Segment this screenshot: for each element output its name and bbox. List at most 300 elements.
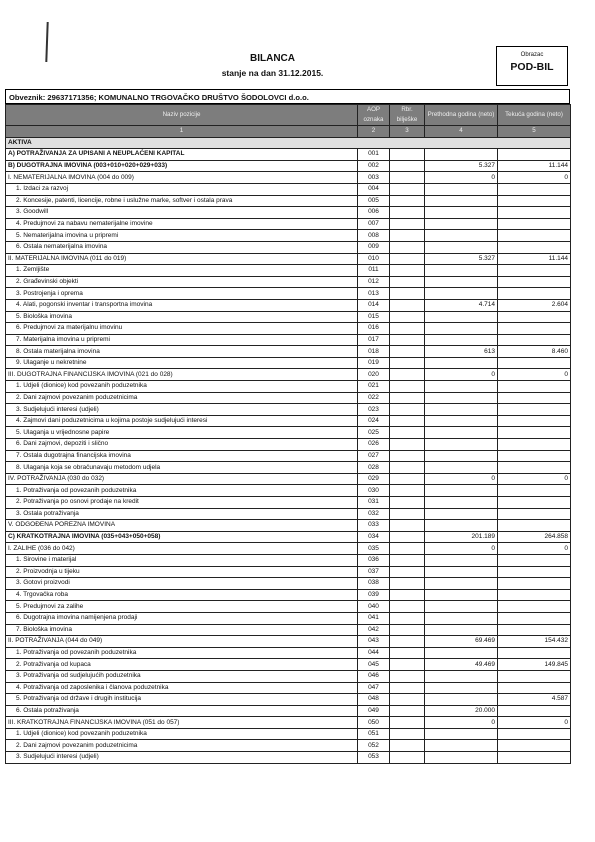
row-curr-value: [498, 485, 571, 497]
form-label: Obrazac: [520, 52, 544, 58]
row-label: 2. Dani zajmovi povezanim poduzetnicima: [6, 740, 358, 752]
row-curr-value: [498, 520, 571, 532]
row-rbr: [390, 636, 425, 648]
row-curr-value: [498, 624, 571, 636]
row-aop: 043: [358, 636, 390, 648]
row-prev-value: [425, 195, 498, 207]
row-prev-value: [425, 612, 498, 624]
row-curr-value: [498, 450, 571, 462]
row-rbr: [390, 230, 425, 242]
row-rbr: [390, 578, 425, 590]
table-row: [6, 740, 571, 752]
row-prev-value: [425, 357, 498, 369]
table-row: [6, 265, 571, 277]
row-prev-value: [425, 311, 498, 323]
row-curr-value: [498, 149, 571, 161]
row-label: 2. Koncesije, patenti, licencije, robne i uslužne marke, softver i ostala prava: [6, 195, 358, 207]
row-aop: 026: [358, 439, 390, 451]
row-curr-value: [498, 183, 571, 195]
row-aop: 023: [358, 404, 390, 416]
row-label: B) DUGOTRAJNA IMOVINA (003+010+020+029+033): [6, 160, 358, 172]
row-rbr: [390, 149, 425, 161]
row-rbr: [390, 497, 425, 509]
table-row: [6, 497, 571, 509]
row-aop: 032: [358, 508, 390, 520]
row-rbr: [390, 334, 425, 346]
table-row: [6, 404, 571, 416]
row-aop: 017: [358, 334, 390, 346]
row-curr-value: [498, 740, 571, 752]
row-curr-value: 2.604: [498, 299, 571, 311]
row-label: III. DUGOTRAJNA FINANCIJSKA IMOVINA (021 do 028): [6, 369, 358, 381]
row-rbr: [390, 415, 425, 427]
row-prev-value: [425, 265, 498, 277]
row-aop: 029: [358, 473, 390, 485]
table-row: [6, 485, 571, 497]
row-prev-value: [425, 323, 498, 335]
row-prev-value: 0: [425, 543, 498, 555]
row-curr-value: [498, 288, 571, 300]
row-rbr: [390, 508, 425, 520]
row-label: 1. Udjeli (dionice) kod povezanih poduzetnika: [6, 728, 358, 740]
row-rbr: [390, 694, 425, 706]
row-prev-value: 20.000: [425, 705, 498, 717]
row-label: V. ODGOĐENA POREZNA IMOVINA: [6, 520, 358, 532]
row-label: 1. Udjeli (dionice) kod povezanih poduzetnika: [6, 381, 358, 393]
row-rbr: [390, 160, 425, 172]
row-prev-value: [425, 589, 498, 601]
table-row: [6, 207, 571, 219]
table-row: [6, 218, 571, 230]
row-aop: 011: [358, 265, 390, 277]
row-prev-value: 5.327: [425, 160, 498, 172]
table-row: [6, 612, 571, 624]
row-label: 8. Ostala materijalna imovina: [6, 346, 358, 358]
row-aop: 040: [358, 601, 390, 613]
row-label: II. POTRAŽIVANJA (044 do 049): [6, 636, 358, 648]
row-label: 5. Ulaganja u vrijednosne papire: [6, 427, 358, 439]
row-aop: 046: [358, 670, 390, 682]
row-label: 7. Ostala dugotrajna financijska imovina: [6, 450, 358, 462]
row-aop: 006: [358, 207, 390, 219]
row-aop: 028: [358, 462, 390, 474]
row-prev-value: [425, 404, 498, 416]
row-curr-value: [498, 276, 571, 288]
row-aop: 025: [358, 427, 390, 439]
row-curr-value: [498, 705, 571, 717]
table-row: [6, 276, 571, 288]
table-row: [6, 381, 571, 393]
table-row: [6, 415, 571, 427]
table-row: [6, 554, 571, 566]
row-curr-value: [498, 427, 571, 439]
row-aop: 027: [358, 450, 390, 462]
row-curr-value: 0: [498, 473, 571, 485]
table-row: [6, 230, 571, 242]
row-curr-value: [498, 392, 571, 404]
row-rbr: [390, 601, 425, 613]
row-label: 3. Postrojenja i oprema: [6, 288, 358, 300]
row-aop: 018: [358, 346, 390, 358]
row-label: 1. Potraživanja od povezanih poduzetnika: [6, 485, 358, 497]
row-label: 5. Predujmovi za zalihe: [6, 601, 358, 613]
table-row: [6, 508, 571, 520]
row-aop: 001: [358, 149, 390, 161]
row-rbr: [390, 253, 425, 265]
row-label: 4. Potraživanja od zaposlenika i članova poduzetnika: [6, 682, 358, 694]
table-row: [6, 183, 571, 195]
table-row: [6, 311, 571, 323]
row-aop: 044: [358, 647, 390, 659]
row-aop: 039: [358, 589, 390, 601]
col-number: 1: [6, 126, 358, 138]
row-curr-value: [498, 728, 571, 740]
row-aop: 041: [358, 612, 390, 624]
row-label: 2. Dani zajmovi povezanim poduzetnicima: [6, 392, 358, 404]
table-row: [6, 636, 571, 648]
row-rbr: [390, 265, 425, 277]
row-rbr: [390, 450, 425, 462]
row-curr-value: [498, 566, 571, 578]
row-prev-value: 201.189: [425, 531, 498, 543]
row-curr-value: [498, 497, 571, 509]
row-aop: 033: [358, 520, 390, 532]
row-label: 2. Potraživanja od kupaca: [6, 659, 358, 671]
row-rbr: [390, 554, 425, 566]
form-code-box: [496, 46, 568, 86]
table-row: [6, 462, 571, 474]
table-body: [6, 137, 571, 763]
row-rbr: [390, 207, 425, 219]
row-aop: 034: [358, 531, 390, 543]
row-label: 6. Ostala nematerijalna imovina: [6, 241, 358, 253]
row-rbr: [390, 485, 425, 497]
row-prev-value: [425, 554, 498, 566]
row-aop: 022: [358, 392, 390, 404]
col-number: 3: [390, 126, 425, 138]
row-aop: 037: [358, 566, 390, 578]
row-prev-value: [425, 601, 498, 613]
row-rbr: [390, 659, 425, 671]
table-row: [6, 566, 571, 578]
row-rbr: [390, 682, 425, 694]
row-rbr: [390, 612, 425, 624]
row-curr-value: 4.587: [498, 694, 571, 706]
table-row: [6, 624, 571, 636]
row-curr-value: [498, 682, 571, 694]
row-aop: 024: [358, 415, 390, 427]
row-prev-value: [425, 647, 498, 659]
row-rbr: [390, 543, 425, 555]
row-label: 2. Građevinski objekti: [6, 276, 358, 288]
row-prev-value: [425, 728, 498, 740]
section-label: AKTIVA: [6, 137, 571, 149]
row-label: 3. Sudjelujući interesi (udjeli): [6, 404, 358, 416]
row-rbr: [390, 705, 425, 717]
row-curr-value: [498, 439, 571, 451]
row-curr-value: 0: [498, 543, 571, 555]
row-aop: 005: [358, 195, 390, 207]
balance-table: [5, 104, 571, 764]
table-row: [6, 520, 571, 532]
row-rbr: [390, 369, 425, 381]
row-aop: 010: [358, 253, 390, 265]
row-rbr: [390, 241, 425, 253]
row-curr-value: 0: [498, 369, 571, 381]
row-curr-value: [498, 404, 571, 416]
row-curr-value: [498, 589, 571, 601]
row-aop: 014: [358, 299, 390, 311]
table-row: [6, 149, 571, 161]
table-row: [6, 682, 571, 694]
row-label: 4. Predujmovi za nabavu nematerijalne imovine: [6, 218, 358, 230]
row-aop: 053: [358, 752, 390, 764]
row-curr-value: 264.858: [498, 531, 571, 543]
row-curr-value: [498, 195, 571, 207]
row-curr-value: 11.144: [498, 160, 571, 172]
row-prev-value: [425, 752, 498, 764]
row-label: I. ZALIHE (036 do 042): [6, 543, 358, 555]
row-prev-value: [425, 682, 498, 694]
row-prev-value: [425, 578, 498, 590]
table-row: [6, 427, 571, 439]
table-row: [6, 728, 571, 740]
table-row: [6, 392, 571, 404]
table-row: [6, 334, 571, 346]
table-row: [6, 160, 571, 172]
col-header-aop: AOP oznaka: [358, 105, 390, 126]
table-row: [6, 253, 571, 265]
row-label: 2. Proizvodnja u tijeku: [6, 566, 358, 578]
row-prev-value: 4.714: [425, 299, 498, 311]
row-label: 3. Goodwill: [6, 207, 358, 219]
row-rbr: [390, 520, 425, 532]
row-label: 4. Zajmovi dani poduzetnicima u kojima postoje sudjelujući interesi: [6, 415, 358, 427]
row-aop: 051: [358, 728, 390, 740]
row-rbr: [390, 392, 425, 404]
row-curr-value: [498, 357, 571, 369]
row-rbr: [390, 195, 425, 207]
row-curr-value: 149.845: [498, 659, 571, 671]
row-rbr: [390, 404, 425, 416]
row-rbr: [390, 218, 425, 230]
row-label: 1. Potraživanja od povezanih poduzetnika: [6, 647, 358, 659]
row-prev-value: [425, 497, 498, 509]
page-title: BILANCA: [250, 53, 295, 64]
row-rbr: [390, 728, 425, 740]
row-curr-value: [498, 554, 571, 566]
row-prev-value: [425, 381, 498, 393]
row-prev-value: [425, 485, 498, 497]
row-label: 1. Sirovine i materijal: [6, 554, 358, 566]
row-curr-value: [498, 218, 571, 230]
row-aop: 050: [358, 717, 390, 729]
row-label: 5. Biološka imovina: [6, 311, 358, 323]
table-row: [6, 543, 571, 555]
row-prev-value: 0: [425, 717, 498, 729]
row-label: 4. Trgovačka roba: [6, 589, 358, 601]
row-aop: 016: [358, 323, 390, 335]
table-row: [6, 659, 571, 671]
row-rbr: [390, 299, 425, 311]
row-label: 3. Potraživanja od sudjelujućih poduzetnika: [6, 670, 358, 682]
row-prev-value: [425, 740, 498, 752]
table-row: [6, 195, 571, 207]
col-number: 2: [358, 126, 390, 138]
row-rbr: [390, 589, 425, 601]
row-aop: 031: [358, 497, 390, 509]
row-rbr: [390, 670, 425, 682]
row-label: II. MATERIJALNA IMOVINA (011 do 019): [6, 253, 358, 265]
row-prev-value: 0: [425, 473, 498, 485]
row-curr-value: [498, 578, 571, 590]
row-prev-value: 5.327: [425, 253, 498, 265]
row-rbr: [390, 288, 425, 300]
row-curr-value: 11.144: [498, 253, 571, 265]
row-curr-value: 8.460: [498, 346, 571, 358]
row-aop: 047: [358, 682, 390, 694]
row-aop: 007: [358, 218, 390, 230]
table-row: [6, 647, 571, 659]
row-rbr: [390, 439, 425, 451]
row-label: 3. Gotovi proizvodi: [6, 578, 358, 590]
row-aop: 020: [358, 369, 390, 381]
table-row: [6, 288, 571, 300]
row-curr-value: [498, 381, 571, 393]
table-row: [6, 601, 571, 613]
table-row: [6, 578, 571, 590]
row-label: 6. Predujmovi za materijalnu imovinu: [6, 323, 358, 335]
table-row: [6, 473, 571, 485]
row-aop: 013: [358, 288, 390, 300]
row-aop: 009: [358, 241, 390, 253]
row-rbr: [390, 717, 425, 729]
row-aop: 030: [358, 485, 390, 497]
row-curr-value: [498, 647, 571, 659]
row-prev-value: 613: [425, 346, 498, 358]
row-label: I. NEMATERIJALNA IMOVINA (004 do 009): [6, 172, 358, 184]
row-prev-value: [425, 520, 498, 532]
row-rbr: [390, 531, 425, 543]
row-label: 6. Dugotrajna imovina namijenjena prodaji: [6, 612, 358, 624]
row-label: 5. Potraživanja od države i drugih institucija: [6, 694, 358, 706]
row-rbr: [390, 381, 425, 393]
table-row: [6, 357, 571, 369]
row-label: 6. Ostala potraživanja: [6, 705, 358, 717]
table-row: [6, 670, 571, 682]
row-rbr: [390, 276, 425, 288]
row-curr-value: [498, 612, 571, 624]
row-label: 8. Ulaganja koja se obračunavaju metodom udjela: [6, 462, 358, 474]
row-prev-value: [425, 183, 498, 195]
col-number: 5: [498, 126, 571, 138]
form-code: POD-BIL: [510, 61, 554, 73]
row-rbr: [390, 752, 425, 764]
table-row: [6, 241, 571, 253]
row-prev-value: [425, 288, 498, 300]
row-rbr: [390, 473, 425, 485]
row-aop: 012: [358, 276, 390, 288]
row-aop: 049: [358, 705, 390, 717]
row-prev-value: [425, 230, 498, 242]
row-label: 2. Potraživanja po osnovi prodaje na kredit: [6, 497, 358, 509]
row-curr-value: [498, 462, 571, 474]
row-prev-value: [425, 508, 498, 520]
row-rbr: [390, 462, 425, 474]
row-label: 1. Izdaci za razvoj: [6, 183, 358, 195]
row-aop: 003: [358, 172, 390, 184]
row-prev-value: [425, 670, 498, 682]
row-rbr: [390, 427, 425, 439]
row-prev-value: [425, 241, 498, 253]
row-curr-value: [498, 601, 571, 613]
row-curr-value: [498, 415, 571, 427]
row-prev-value: [425, 439, 498, 451]
table-row: [6, 705, 571, 717]
row-rbr: [390, 172, 425, 184]
row-label: 4. Alati, pogonski inventar i transportna imovina: [6, 299, 358, 311]
col-header-rbr: Rbr. bilješke: [390, 105, 425, 126]
row-aop: 042: [358, 624, 390, 636]
row-curr-value: [498, 670, 571, 682]
row-aop: 036: [358, 554, 390, 566]
row-aop: 035: [358, 543, 390, 555]
row-rbr: [390, 311, 425, 323]
row-rbr: [390, 624, 425, 636]
row-aop: 048: [358, 694, 390, 706]
row-label: A) POTRAŽIVANJA ZA UPISANI A NEUPLAĆENI KAPITAL: [6, 149, 358, 161]
row-prev-value: 0: [425, 172, 498, 184]
row-label: 7. Materijalna imovina u pripremi: [6, 334, 358, 346]
row-rbr: [390, 183, 425, 195]
table-row: [6, 299, 571, 311]
row-prev-value: [425, 462, 498, 474]
row-prev-value: [425, 694, 498, 706]
row-aop: 015: [358, 311, 390, 323]
row-curr-value: 0: [498, 172, 571, 184]
table-row: [6, 752, 571, 764]
row-rbr: [390, 566, 425, 578]
row-curr-value: [498, 508, 571, 520]
row-rbr: [390, 647, 425, 659]
row-aop: 019: [358, 357, 390, 369]
row-rbr: [390, 740, 425, 752]
table-row: [6, 346, 571, 358]
row-rbr: [390, 323, 425, 335]
row-aop: 038: [358, 578, 390, 590]
row-prev-value: 0: [425, 369, 498, 381]
row-rbr: [390, 346, 425, 358]
row-prev-value: 69.469: [425, 636, 498, 648]
row-label: 3. Sudjelujući interesi (udjeli): [6, 752, 358, 764]
row-prev-value: [425, 276, 498, 288]
row-curr-value: [498, 207, 571, 219]
row-label: 5. Nematerijalna imovina u pripremi: [6, 230, 358, 242]
row-prev-value: 49.469: [425, 659, 498, 671]
col-header-tekuca: Tekuća godina (neto): [498, 105, 571, 126]
table-row: [6, 450, 571, 462]
row-curr-value: [498, 241, 571, 253]
row-curr-value: [498, 311, 571, 323]
row-label: 9. Ulaganje u nekretnine: [6, 357, 358, 369]
row-label: 3. Ostala potraživanja: [6, 508, 358, 520]
table-row: [6, 531, 571, 543]
table-row: [6, 589, 571, 601]
row-prev-value: [425, 427, 498, 439]
row-aop: 002: [358, 160, 390, 172]
row-prev-value: [425, 218, 498, 230]
row-curr-value: [498, 323, 571, 335]
